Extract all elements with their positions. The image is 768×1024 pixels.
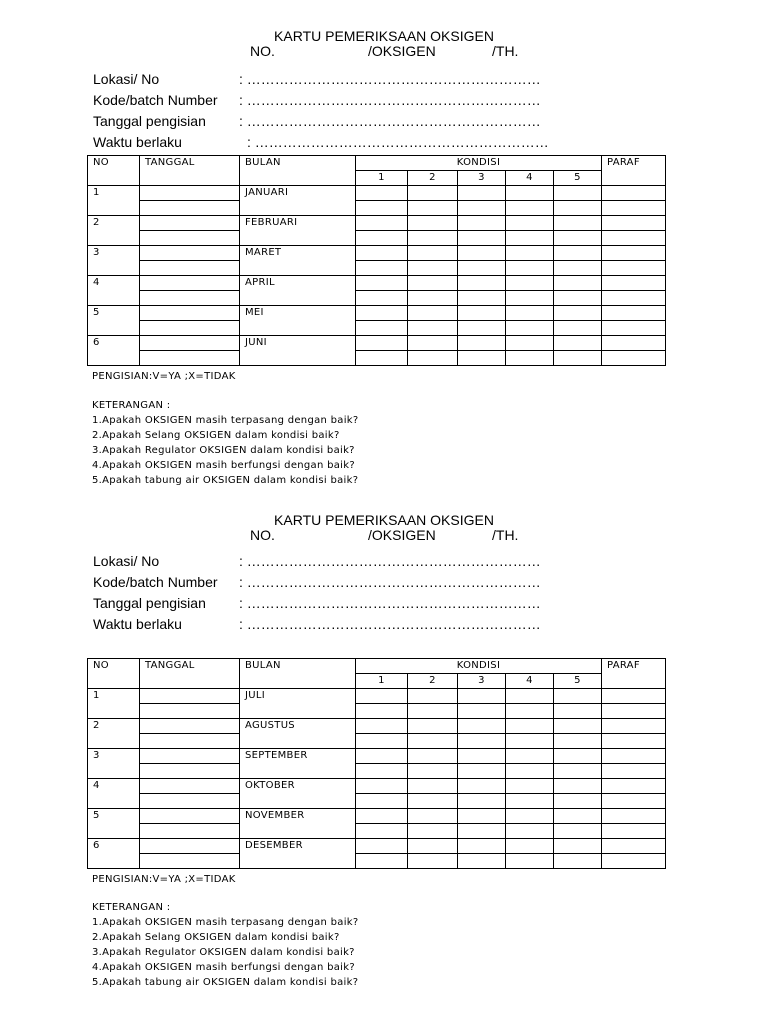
kondisi-cell[interactable] [356, 689, 408, 704]
kondisi-cell[interactable] [408, 764, 458, 779]
kondisi-cell[interactable] [458, 276, 506, 291]
kondisi-cell[interactable] [356, 351, 408, 366]
kondisi-cell[interactable] [408, 231, 458, 246]
row-bulan: MARET [240, 246, 356, 276]
kondisi-cell[interactable] [458, 734, 506, 749]
row-no: 5 [88, 306, 140, 336]
number-label: NO. [250, 527, 275, 543]
card-title: KARTU PEMERIKSAAN OKSIGEN [274, 28, 494, 44]
kondisi-cell[interactable] [356, 231, 408, 246]
kondisi-cell[interactable] [554, 246, 602, 261]
header-no: NO [88, 659, 140, 689]
tanggal-cell[interactable] [140, 824, 240, 839]
row-no: 1 [88, 689, 140, 719]
paraf-cell[interactable] [602, 216, 666, 231]
kondisi-cell[interactable] [408, 779, 458, 794]
tanggal-cell[interactable] [140, 749, 240, 764]
kondisi-cell[interactable] [356, 306, 408, 321]
notes-title: KETERANGAN : [92, 400, 171, 411]
row-no: 2 [88, 216, 140, 246]
field-label-kode-batch: Kode/batch Number [93, 574, 218, 590]
paraf-cell[interactable] [602, 201, 666, 216]
kondisi-cell[interactable] [356, 749, 408, 764]
tanggal-cell[interactable] [140, 809, 240, 824]
kondisi-cell[interactable] [458, 719, 506, 734]
paraf-cell[interactable] [602, 704, 666, 719]
kondisi-cell[interactable] [356, 246, 408, 261]
kondisi-cell[interactable] [408, 809, 458, 824]
tanggal-cell[interactable] [140, 201, 240, 216]
kondisi-cell[interactable] [408, 351, 458, 366]
note-item: 4.Apakah OKSIGEN masih berfungsi dengan baik? [92, 962, 355, 973]
kondisi-cell[interactable] [506, 186, 554, 201]
kondisi-cell[interactable] [506, 216, 554, 231]
kondisi-cell[interactable] [458, 201, 506, 216]
row-no: 3 [88, 246, 140, 276]
header-tanggal: TANGGAL [140, 659, 240, 689]
kondisi-cell[interactable] [408, 261, 458, 276]
row-no: 6 [88, 336, 140, 366]
kondisi-cell[interactable] [554, 749, 602, 764]
legend: PENGISIAN:V=YA ;X=TIDAK [92, 371, 236, 382]
kondisi-cell[interactable] [408, 321, 458, 336]
kondisi-cell[interactable] [356, 336, 408, 351]
kondisi-cell[interactable] [554, 719, 602, 734]
tanggal-cell[interactable] [140, 779, 240, 794]
kondisi-cell[interactable] [506, 764, 554, 779]
tanggal-cell[interactable] [140, 186, 240, 201]
paraf-cell[interactable] [602, 839, 666, 854]
notes [92, 398, 359, 488]
header-kondisi: KONDISI [356, 156, 602, 171]
kondisi-cell[interactable] [356, 719, 408, 734]
header-paraf: PARAF [602, 156, 666, 186]
kondisi-cell[interactable] [458, 261, 506, 276]
kondisi-cell[interactable] [554, 854, 602, 869]
number-label: NO. [250, 43, 275, 59]
paraf-cell[interactable] [602, 719, 666, 734]
kondisi-col-3: 3 [458, 171, 506, 186]
field-value-tanggal-pengisian[interactable]: : ……………………………………………………… [239, 113, 541, 129]
oksigen-label: /OKSIGEN [368, 43, 436, 59]
field-label-lokasi: Lokasi/ No [93, 71, 160, 87]
kondisi-col-4: 4 [506, 171, 554, 186]
paraf-cell[interactable] [602, 231, 666, 246]
inspection-table [87, 155, 666, 366]
row-bulan: MEI [240, 306, 356, 336]
kondisi-cell[interactable] [356, 216, 408, 231]
tanggal-cell[interactable] [140, 306, 240, 321]
kondisi-cell[interactable] [458, 231, 506, 246]
row-bulan: NOVEMBER [240, 809, 356, 839]
tanggal-cell[interactable] [140, 216, 240, 231]
row-bulan: APRIL [240, 276, 356, 306]
paraf-cell[interactable] [602, 764, 666, 779]
kondisi-cell[interactable] [506, 794, 554, 809]
kondisi-cell[interactable] [554, 824, 602, 839]
kondisi-cell[interactable] [506, 261, 554, 276]
kondisi-cell[interactable] [506, 336, 554, 351]
kondisi-cell[interactable] [506, 719, 554, 734]
paraf-cell[interactable] [602, 336, 666, 351]
kondisi-cell[interactable] [356, 704, 408, 719]
note-item: 1.Apakah OKSIGEN masih terpasang dengan baik? [92, 415, 359, 426]
row-no: 4 [88, 779, 140, 809]
paraf-cell[interactable] [602, 809, 666, 824]
kondisi-cell[interactable] [356, 824, 408, 839]
card-title: KARTU PEMERIKSAAN OKSIGEN [274, 512, 494, 528]
header-no: NO [88, 156, 140, 186]
tanggal-cell[interactable] [140, 689, 240, 704]
kondisi-cell[interactable] [356, 201, 408, 216]
kondisi-cell[interactable] [554, 704, 602, 719]
kondisi-cell[interactable] [554, 809, 602, 824]
row-bulan: SEPTEMBER [240, 749, 356, 779]
row-bulan: JUNI [240, 336, 356, 366]
paraf-cell[interactable] [602, 734, 666, 749]
kondisi-cell[interactable] [408, 854, 458, 869]
kondisi-cell[interactable] [506, 231, 554, 246]
kondisi-cell[interactable] [408, 246, 458, 261]
kondisi-cell[interactable] [554, 734, 602, 749]
field-value-tanggal-pengisian[interactable]: : ……………………………………………………… [239, 595, 541, 611]
paraf-cell[interactable] [602, 689, 666, 704]
kondisi-cell[interactable] [554, 794, 602, 809]
kondisi-cell[interactable] [506, 246, 554, 261]
kondisi-cell[interactable] [408, 689, 458, 704]
field-value-lokasi[interactable]: : ……………………………………………………… [239, 553, 541, 569]
kondisi-col-2: 2 [408, 674, 458, 689]
kondisi-cell[interactable] [506, 704, 554, 719]
field-value-lokasi[interactable]: : ……………………………………………………… [239, 71, 541, 87]
row-no: 5 [88, 809, 140, 839]
kondisi-cell[interactable] [408, 216, 458, 231]
field-label-tanggal-pengisian: Tanggal pengisian [93, 595, 206, 611]
kondisi-col-3: 3 [458, 674, 506, 689]
kondisi-col-1: 1 [356, 674, 408, 689]
kondisi-cell[interactable] [356, 734, 408, 749]
header-paraf: PARAF [602, 659, 666, 689]
kondisi-cell[interactable] [408, 291, 458, 306]
row-no: 1 [88, 186, 140, 216]
row-bulan: AGUSTUS [240, 719, 356, 749]
kondisi-cell[interactable] [506, 749, 554, 764]
kondisi-cell[interactable] [458, 291, 506, 306]
tanggal-cell[interactable] [140, 734, 240, 749]
note-item: 5.Apakah tabung air OKSIGEN dalam kondisi baik? [92, 977, 359, 988]
row-no: 4 [88, 276, 140, 306]
kondisi-cell[interactable] [554, 351, 602, 366]
kondisi-cell[interactable] [554, 336, 602, 351]
kondisi-cell[interactable] [554, 276, 602, 291]
kondisi-cell[interactable] [506, 734, 554, 749]
row-bulan: JULI [240, 689, 356, 719]
kondisi-col-5: 5 [554, 674, 602, 689]
kondisi-cell[interactable] [458, 689, 506, 704]
field-value-kode-batch[interactable]: : ……………………………………………………… [239, 92, 541, 108]
kondisi-col-1: 1 [356, 171, 408, 186]
kondisi-cell[interactable] [554, 321, 602, 336]
tanggal-cell[interactable] [140, 321, 240, 336]
notes-title: KETERANGAN : [92, 902, 171, 913]
kondisi-cell[interactable] [356, 261, 408, 276]
field-value-kode-batch[interactable]: : ……………………………………………………… [239, 574, 541, 590]
kondisi-cell[interactable] [408, 719, 458, 734]
paraf-cell[interactable] [602, 246, 666, 261]
row-no: 3 [88, 749, 140, 779]
kondisi-cell[interactable] [408, 749, 458, 764]
year-label: /TH. [492, 43, 519, 59]
row-bulan: OKTOBER [240, 779, 356, 809]
kondisi-cell[interactable] [506, 291, 554, 306]
kondisi-cell[interactable] [458, 854, 506, 869]
kondisi-cell[interactable] [356, 809, 408, 824]
paraf-cell[interactable] [602, 186, 666, 201]
kondisi-cell[interactable] [554, 291, 602, 306]
kondisi-cell[interactable] [554, 261, 602, 276]
kondisi-cell[interactable] [506, 351, 554, 366]
paraf-cell[interactable] [602, 854, 666, 869]
kondisi-cell[interactable] [408, 336, 458, 351]
field-label-kode-batch: Kode/batch Number [93, 92, 218, 108]
kondisi-cell[interactable] [356, 794, 408, 809]
kondisi-cell[interactable] [458, 321, 506, 336]
note-item: 1.Apakah OKSIGEN masih terpasang dengan baik? [92, 917, 359, 928]
paraf-cell[interactable] [602, 321, 666, 336]
paraf-cell[interactable] [602, 291, 666, 306]
kondisi-cell[interactable] [554, 779, 602, 794]
kondisi-cell[interactable] [458, 809, 506, 824]
kondisi-cell[interactable] [554, 689, 602, 704]
tanggal-cell[interactable] [140, 719, 240, 734]
row-no: 6 [88, 839, 140, 869]
kondisi-cell[interactable] [506, 276, 554, 291]
kondisi-cell[interactable] [458, 351, 506, 366]
tanggal-cell[interactable] [140, 336, 240, 351]
kondisi-cell[interactable] [458, 839, 506, 854]
kondisi-cell[interactable] [458, 704, 506, 719]
note-item: 3.Apakah Regulator OKSIGEN dalam kondisi baik? [92, 445, 355, 456]
field-label-waktu-berlaku: Waktu berlaku [93, 134, 182, 150]
note-item: 5.Apakah tabung air OKSIGEN dalam kondisi baik? [92, 475, 359, 486]
tanggal-cell[interactable] [140, 276, 240, 291]
row-bulan: FEBRUARI [240, 216, 356, 246]
tanggal-cell[interactable] [140, 794, 240, 809]
field-label-waktu-berlaku: Waktu berlaku [93, 616, 182, 632]
kondisi-cell[interactable] [408, 839, 458, 854]
tanggal-cell[interactable] [140, 854, 240, 869]
oksigen-label: /OKSIGEN [368, 527, 436, 543]
tanggal-cell[interactable] [140, 351, 240, 366]
field-value-waktu-berlaku[interactable]: : ……………………………………………………… [247, 134, 549, 150]
notes [92, 900, 359, 990]
kondisi-cell[interactable] [554, 839, 602, 854]
kondisi-cell[interactable] [408, 704, 458, 719]
paraf-cell[interactable] [602, 276, 666, 291]
kondisi-cell[interactable] [356, 839, 408, 854]
kondisi-cell[interactable] [408, 306, 458, 321]
paraf-cell[interactable] [602, 306, 666, 321]
kondisi-cell[interactable] [458, 749, 506, 764]
paraf-cell[interactable] [602, 351, 666, 366]
kondisi-cell[interactable] [554, 764, 602, 779]
kondisi-cell[interactable] [458, 824, 506, 839]
tanggal-cell[interactable] [140, 246, 240, 261]
header-bulan: BULAN [240, 156, 356, 186]
inspection-table [87, 658, 666, 869]
note-item: 2.Apakah Selang OKSIGEN dalam kondisi baik? [92, 430, 340, 441]
tanggal-cell[interactable] [140, 291, 240, 306]
kondisi-cell[interactable] [506, 201, 554, 216]
kondisi-cell[interactable] [356, 854, 408, 869]
kondisi-col-2: 2 [408, 171, 458, 186]
kondisi-cell[interactable] [554, 231, 602, 246]
paraf-cell[interactable] [602, 824, 666, 839]
kondisi-cell[interactable] [356, 764, 408, 779]
kondisi-cell[interactable] [458, 246, 506, 261]
kondisi-cell[interactable] [554, 306, 602, 321]
tanggal-cell[interactable] [140, 764, 240, 779]
field-label-tanggal-pengisian: Tanggal pengisian [93, 113, 206, 129]
kondisi-cell[interactable] [408, 824, 458, 839]
kondisi-cell[interactable] [506, 779, 554, 794]
kondisi-cell[interactable] [356, 321, 408, 336]
paraf-cell[interactable] [602, 749, 666, 764]
kondisi-cell[interactable] [554, 186, 602, 201]
paraf-cell[interactable] [602, 794, 666, 809]
note-item: 4.Apakah OKSIGEN masih berfungsi dengan baik? [92, 460, 355, 471]
kondisi-cell[interactable] [356, 276, 408, 291]
tanggal-cell[interactable] [140, 704, 240, 719]
tanggal-cell[interactable] [140, 839, 240, 854]
kondisi-col-5: 5 [554, 171, 602, 186]
kondisi-cell[interactable] [458, 794, 506, 809]
kondisi-cell[interactable] [408, 186, 458, 201]
kondisi-cell[interactable] [458, 186, 506, 201]
note-item: 3.Apakah Regulator OKSIGEN dalam kondisi baik? [92, 947, 355, 958]
kondisi-cell[interactable] [506, 689, 554, 704]
kondisi-cell[interactable] [356, 779, 408, 794]
header-bulan: BULAN [240, 659, 356, 689]
kondisi-cell[interactable] [506, 809, 554, 824]
kondisi-col-4: 4 [506, 674, 554, 689]
kondisi-cell[interactable] [458, 216, 506, 231]
row-bulan: DESEMBER [240, 839, 356, 869]
header-kondisi: KONDISI [356, 659, 602, 674]
kondisi-cell[interactable] [554, 201, 602, 216]
kondisi-cell[interactable] [506, 306, 554, 321]
kondisi-cell[interactable] [408, 734, 458, 749]
paraf-cell[interactable] [602, 261, 666, 276]
kondisi-cell[interactable] [408, 201, 458, 216]
kondisi-cell[interactable] [408, 276, 458, 291]
year-label: /TH. [492, 527, 519, 543]
note-item: 2.Apakah Selang OKSIGEN dalam kondisi baik? [92, 932, 340, 943]
tanggal-cell[interactable] [140, 261, 240, 276]
tanggal-cell[interactable] [140, 231, 240, 246]
kondisi-cell[interactable] [458, 764, 506, 779]
kondisi-cell[interactable] [554, 216, 602, 231]
field-label-lokasi: Lokasi/ No [93, 553, 160, 569]
kondisi-cell[interactable] [458, 306, 506, 321]
kondisi-cell[interactable] [458, 779, 506, 794]
paraf-cell[interactable] [602, 779, 666, 794]
kondisi-cell[interactable] [356, 291, 408, 306]
header-tanggal: TANGGAL [140, 156, 240, 186]
kondisi-cell[interactable] [458, 336, 506, 351]
kondisi-cell[interactable] [356, 186, 408, 201]
kondisi-cell[interactable] [506, 854, 554, 869]
row-bulan: JANUARI [240, 186, 356, 216]
row-no: 2 [88, 719, 140, 749]
legend: PENGISIAN:V=YA ;X=TIDAK [92, 874, 236, 885]
kondisi-cell[interactable] [408, 794, 458, 809]
field-value-waktu-berlaku[interactable]: : ……………………………………………………… [239, 616, 541, 632]
kondisi-cell[interactable] [506, 824, 554, 839]
kondisi-cell[interactable] [506, 321, 554, 336]
kondisi-cell[interactable] [506, 839, 554, 854]
